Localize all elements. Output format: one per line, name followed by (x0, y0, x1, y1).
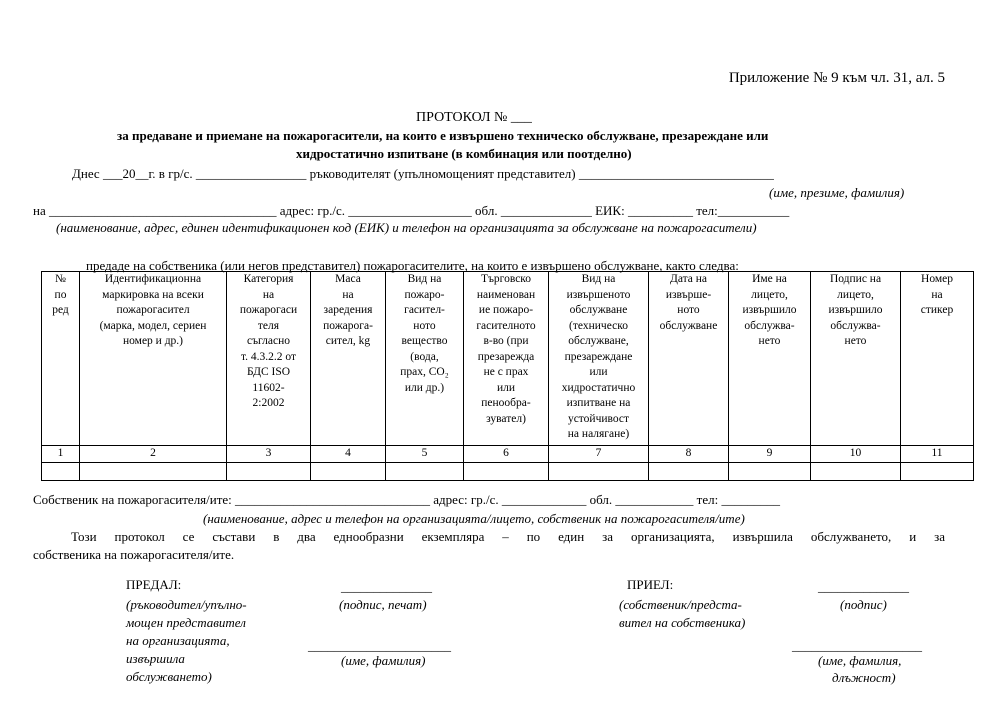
column-number: 7 (549, 446, 649, 463)
column-number: 5 (386, 446, 464, 463)
column-number: 3 (227, 446, 311, 463)
header-cell-service-date: Дата на извърше- ното обслужване (649, 272, 729, 446)
table-cell[interactable] (311, 463, 386, 481)
appendix-reference: Приложение № 9 към чл. 31, ал. 5 (728, 70, 945, 86)
table-cell[interactable] (80, 463, 227, 481)
description-line: извършила (126, 651, 185, 666)
column-number: 1 (42, 446, 80, 463)
header-cell-agent-type: Вид на пожаро- гасител- ното вещество (вода, прах, CO₂ или др.) (386, 272, 464, 446)
left-name-note: (име, фамилия) (341, 653, 426, 668)
description-line: мощен представител (126, 615, 246, 630)
note-name: (име, презиме, фамилия) (769, 185, 905, 200)
paragraph-line-1: Този протокол се състави в два еднообразни екземпляра – по един за организацията, извършила обслужването, и за (71, 529, 945, 544)
column-number: 2 (80, 446, 227, 463)
header-cell-person-name: Име на лицето, извършило обслужва- нето (729, 272, 811, 446)
left-name-line[interactable]: ______________________ (308, 638, 451, 653)
right-signature-line[interactable]: ______________ (818, 579, 909, 594)
table-cell[interactable] (729, 463, 811, 481)
table-cell[interactable] (227, 463, 311, 481)
document-title: ПРОТОКОЛ № ___ (416, 110, 532, 125)
column-number: 6 (464, 446, 549, 463)
organization-line: на ___________________________________ адрес: гр./с. ___________________ обл. ______________ ЕИК: __________ тел:___________ (33, 203, 790, 218)
owner-line: Собственик на пожарогасителя/ите: ______________________________ адрес: гр./с. _____________ обл. ____________ тел: _________ (33, 492, 780, 507)
table-cell[interactable] (42, 463, 80, 481)
table-cell[interactable] (386, 463, 464, 481)
header-cell-person-signature: Подпис на лицето, извършило обслужва- нето (811, 272, 901, 446)
right-name-note-line-1: (име, фамилия, (818, 653, 902, 668)
document-subtitle-line-2: хидростатично изпитване (в комбинация или поотделно) (296, 146, 632, 161)
column-number: 9 (729, 446, 811, 463)
right-name-note-line-2: длъжност) (832, 670, 896, 685)
date-executor-line: Днес ___20__г. в гр/с. _________________ ръководителят (упълномощеният представител) ______________________________ (72, 166, 774, 181)
paragraph-line-2: собственика на пожарогасителя/ите. (33, 547, 235, 562)
left-signature-note: (подпис, печат) (339, 597, 427, 612)
right-signature-note: (подпис) (840, 597, 887, 612)
header-cell-category: Категория на пожарогаси теля съгласно т. 4.3.2.2 от БДС ISO 11602- 2:2002 (227, 272, 311, 446)
description-line: обслужването) (126, 669, 212, 684)
table-cell[interactable] (901, 463, 974, 481)
handed-over-description (126, 596, 247, 686)
left-signature-line[interactable]: ______________ (341, 579, 432, 594)
right-name-line[interactable]: ____________________ (792, 638, 922, 653)
description-line: на организацията, (126, 633, 230, 648)
column-number: 4 (311, 446, 386, 463)
column-number: 11 (901, 446, 974, 463)
table-row (42, 463, 974, 481)
table-header-row (42, 272, 974, 446)
table-column-number-row (42, 446, 974, 463)
received-description (619, 596, 745, 632)
note-owner: (наименование, адрес и телефон на организацията/лицето, собственик на пожарогасителя/ите) (203, 511, 745, 526)
received-title: ПРИЕЛ: (627, 577, 674, 592)
table-cell[interactable] (549, 463, 649, 481)
table-cell[interactable] (811, 463, 901, 481)
extinguishers-table (41, 271, 974, 481)
description-line: (собственик/предста- (619, 597, 742, 612)
note-organization: (наименование, адрес, единен идентификационен код (ЕИК) и телефон на организацията за обслужване на пожарогасители) (56, 220, 757, 235)
document-subtitle-line-1: за предаване и приемане на пожарогасители, на които е извършено техническо обслужване, презареждане или (117, 128, 769, 143)
header-cell-trade-name: Търговско наименован ие пожаро- гасителното в-во (при презарежда не с прах или пенообра- зувател) (464, 272, 549, 446)
table-cell[interactable] (464, 463, 549, 481)
handover-text: предаде на собственика (или негов представител) пожарогасителите, на които е извършено обслужване, както следва: (86, 258, 739, 273)
header-cell-row-number: № по ред (42, 272, 80, 446)
description-line: (ръководител/упълно- (126, 597, 247, 612)
column-number: 8 (649, 446, 729, 463)
header-cell-service-type: Вид на извършеното обслужване (техническо обслужване, презареждане или хидростатично изпитване на устойчивост на налягане) (549, 272, 649, 446)
description-line: вител на собственика) (619, 615, 746, 630)
header-cell-identification: Идентификационна маркировка на всеки пожарогасител (марка, модел, сериен номер и др.) (80, 272, 227, 446)
header-cell-sticker-number: Номер на стикер (901, 272, 974, 446)
header-cell-mass: Маса на заредения пожарога- сител, kg (311, 272, 386, 446)
handed-over-title: ПРЕДАЛ: (126, 577, 182, 592)
table-cell[interactable] (649, 463, 729, 481)
column-number: 10 (811, 446, 901, 463)
